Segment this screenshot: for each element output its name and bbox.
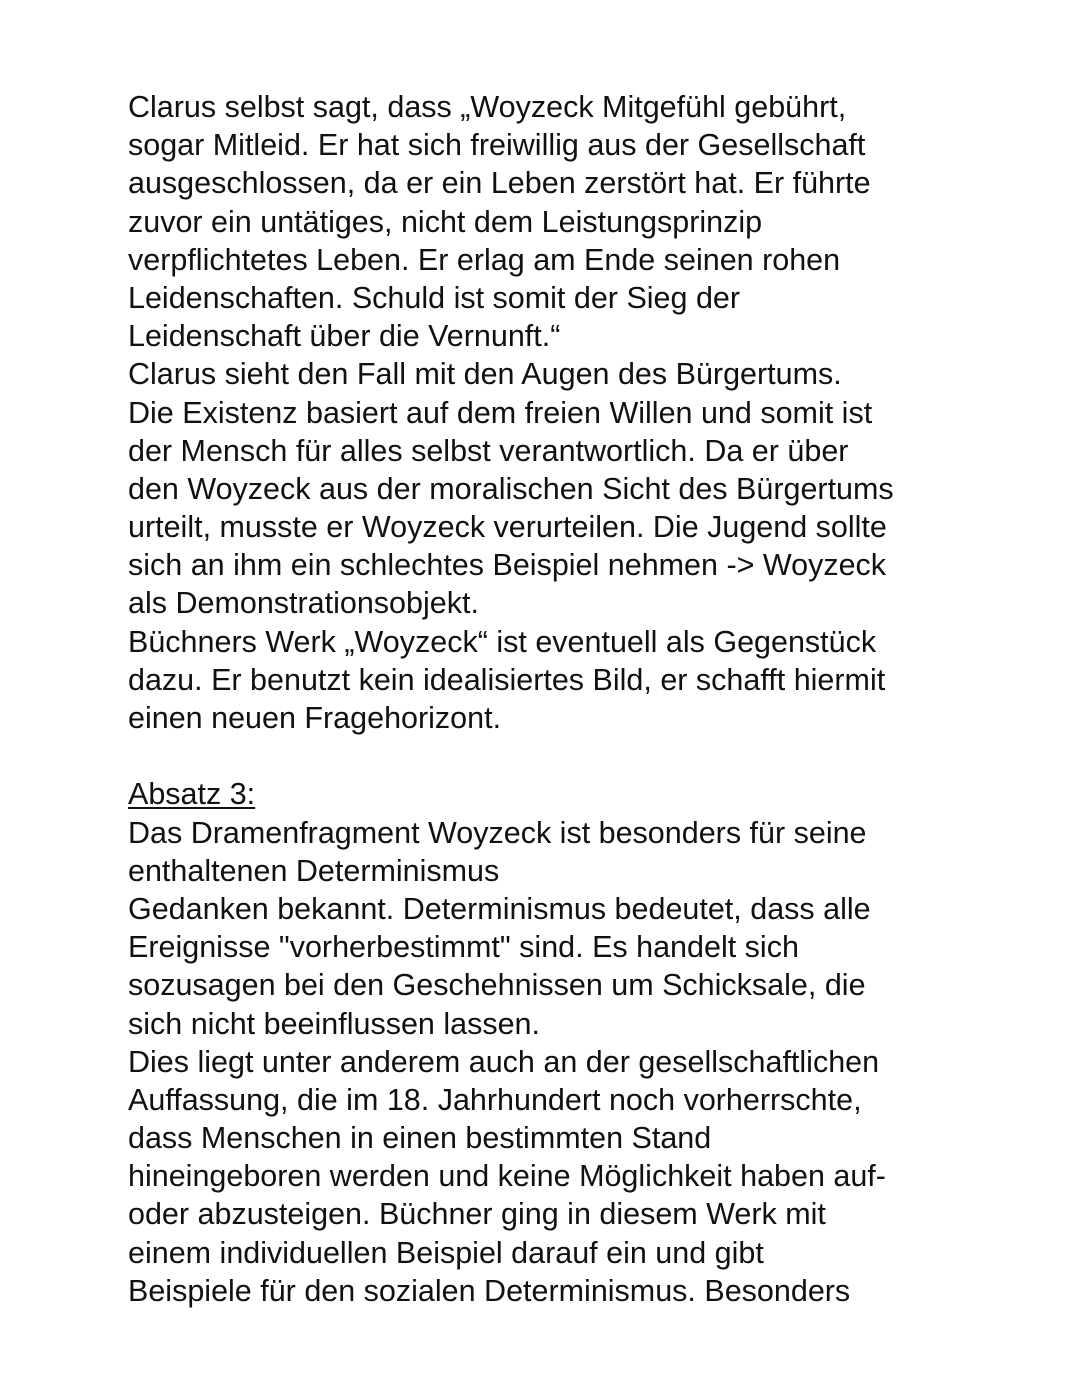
text-line: Auffassung, die im 18. Jahrhundert noch vorherrschte, xyxy=(128,1082,862,1117)
paragraph-buechner-counterpart xyxy=(128,623,1008,738)
text-line: ausgeschlossen, da er ein Leben zerstört hat. Er führte xyxy=(128,166,871,201)
text-line: Leidenschaften. Schuld ist somit der Sieg der xyxy=(128,280,741,315)
paragraph-social-determinism xyxy=(128,1043,1008,1310)
text-line: dazu. Er benutzt kein idealisiertes Bild, er schafft hiermit xyxy=(128,662,886,697)
document-text xyxy=(128,88,1008,1310)
text-line: enthaltenen Determinismus xyxy=(128,853,500,888)
text-line: Ereignisse "vorherbestimmt" sind. Es handelt sich xyxy=(128,930,799,965)
text-line: Leidenschaft über die Vernunft.“ xyxy=(128,319,561,354)
text-line: der Mensch für alles selbst verantwortlich. Da er über xyxy=(128,433,849,468)
text-line: sich nicht beeinflussen lassen. xyxy=(128,1006,540,1041)
text-line: Gedanken bekannt. Determinismus bedeutet, dass alle xyxy=(128,891,871,926)
paragraph-clarus-view xyxy=(128,355,1008,622)
text-line: Das Dramenfragment Woyzeck ist besonders für seine xyxy=(128,815,867,850)
text-line: dass Menschen in einen bestimmten Stand xyxy=(128,1121,712,1156)
text-line: Beispiele für den sozialen Determinismus. Besonders xyxy=(128,1273,851,1308)
paragraph-determinism xyxy=(128,814,1008,1043)
text-line: oder abzusteigen. Büchner ging in diesem Werk mit xyxy=(128,1197,826,1232)
text-line: zuvor ein untätiges, nicht dem Leistungsprinzip xyxy=(128,204,763,239)
text-line: Dies liegt unter anderem auch an der gesellschaftlichen xyxy=(128,1044,880,1079)
text-line: hineingeboren werden und keine Möglichkeit haben auf- xyxy=(128,1159,886,1194)
text-line: sich an ihm ein schlechtes Beispiel nehmen -> Woyzeck xyxy=(128,548,887,583)
text-line: Clarus sieht den Fall mit den Augen des Bürgertums. xyxy=(128,357,842,392)
text-line: den Woyzeck aus der moralischen Sicht des Bürgertums xyxy=(128,471,894,506)
blank-line xyxy=(128,737,1008,775)
text-line: sozusagen bei den Geschehnissen um Schicksale, die xyxy=(128,968,866,1003)
text-line: als Demonstrationsobjekt. xyxy=(128,586,479,621)
text-line: einen neuen Fragehorizont. xyxy=(128,701,502,735)
text-line: sogar Mitleid. Er hat sich freiwillig aus der Gesellschaft xyxy=(128,128,866,163)
section-heading: Absatz 3: xyxy=(128,777,256,812)
text-line: Büchners Werk „Woyzeck“ ist eventuell als Gegenstück xyxy=(128,624,877,659)
text-line: verpflichtetes Leben. Er erlag am Ende seinen rohen xyxy=(128,242,841,277)
text-line: Die Existenz basiert auf dem freien Willen und somit ist xyxy=(128,395,873,430)
text-line: urteilt, musste er Woyzeck verurteilen. Die Jugend sollte xyxy=(128,510,887,545)
paragraph-clarus-quote xyxy=(128,88,1008,355)
text-line: Clarus selbst sagt, dass „Woyzeck Mitgefühl gebührt, xyxy=(128,90,847,124)
text-line: einem individuellen Beispiel darauf ein und gibt xyxy=(128,1235,764,1270)
